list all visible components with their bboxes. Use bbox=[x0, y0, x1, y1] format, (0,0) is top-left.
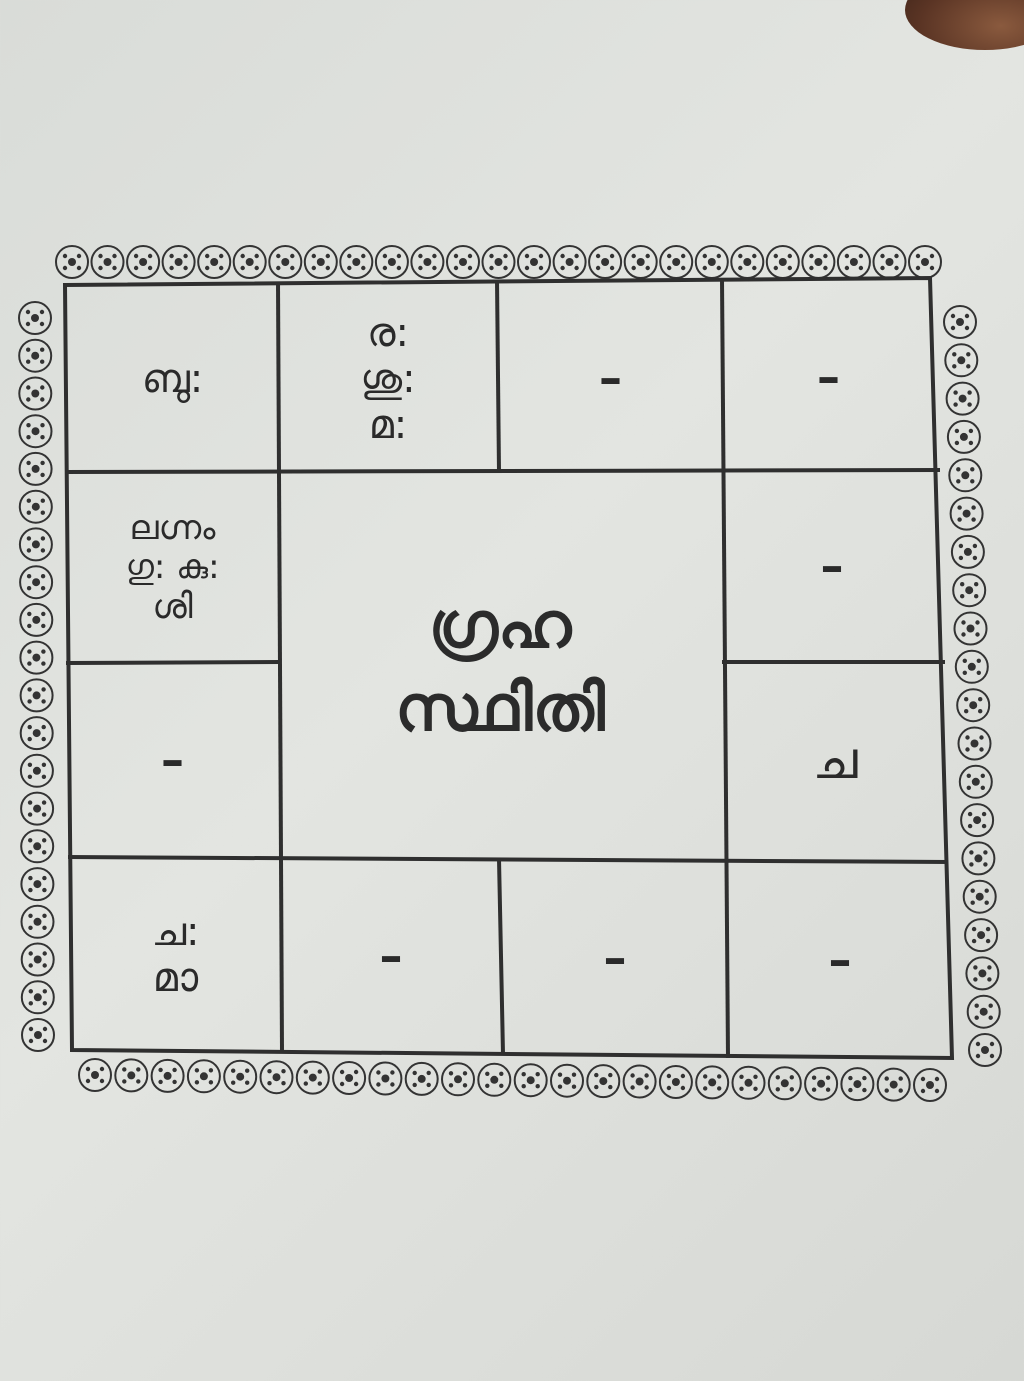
empty-dash: – bbox=[161, 732, 184, 787]
ornament-motif bbox=[152, 1060, 184, 1092]
ornament-motif bbox=[56, 246, 88, 278]
ornament-motif bbox=[515, 1064, 547, 1096]
ornament-motif bbox=[961, 804, 993, 836]
ornament-motif bbox=[483, 246, 515, 278]
ornament-motif bbox=[20, 566, 52, 598]
ornament-motif bbox=[624, 1066, 656, 1098]
ornament-motif bbox=[188, 1060, 220, 1092]
ornament-motif bbox=[19, 340, 51, 372]
ornament-motif bbox=[234, 246, 266, 278]
ornament-motif bbox=[518, 246, 550, 278]
ornament-motif bbox=[947, 383, 979, 415]
ornament-motif bbox=[949, 459, 981, 491]
ornament-motif bbox=[21, 717, 53, 749]
planet-label: ബു: bbox=[141, 356, 204, 402]
ornament-motif bbox=[589, 246, 621, 278]
ornament-motif bbox=[442, 1063, 474, 1095]
ornament-motif bbox=[333, 1062, 365, 1094]
ornament-motif bbox=[969, 1034, 1001, 1066]
ornament-motif bbox=[369, 1063, 401, 1095]
ornament-motif bbox=[660, 1066, 692, 1098]
ornament-motif bbox=[21, 679, 53, 711]
ornament-motif bbox=[340, 246, 372, 278]
ornament-motif bbox=[22, 981, 54, 1013]
ornament-motif bbox=[127, 246, 159, 278]
ornament-motif bbox=[21, 793, 53, 825]
ornament-motif bbox=[261, 1061, 293, 1093]
ornament-motif bbox=[198, 246, 230, 278]
ornament-motif bbox=[696, 1066, 728, 1098]
planet-label: ശി bbox=[152, 586, 193, 627]
ornament-motif bbox=[22, 1019, 54, 1051]
ornament-border-left bbox=[19, 302, 54, 1051]
ornament-motif bbox=[767, 246, 799, 278]
ornament-motif bbox=[92, 246, 124, 278]
ornament-motif bbox=[952, 536, 984, 568]
planet-label: ലഗ്നം bbox=[129, 508, 216, 549]
ornament-motif bbox=[731, 246, 763, 278]
ornament-motif bbox=[841, 1068, 873, 1100]
planet-label: ഗു: കു: bbox=[125, 547, 220, 588]
ornament-motif bbox=[660, 246, 692, 278]
ornament-motif bbox=[733, 1067, 765, 1099]
ornament-motif bbox=[587, 1065, 619, 1097]
planet-label: മാ bbox=[152, 955, 199, 1001]
ornament-motif bbox=[964, 881, 996, 913]
cell-top-3 bbox=[502, 288, 719, 468]
empty-dash: – bbox=[379, 928, 403, 983]
cell-bottom-2 bbox=[286, 863, 496, 1049]
ornament-motif bbox=[478, 1064, 510, 1096]
ornament-motif bbox=[945, 344, 977, 376]
ornament-motif bbox=[696, 246, 728, 278]
cell-left-upper bbox=[70, 476, 275, 660]
cell-bottom-3 bbox=[506, 864, 724, 1052]
ornament-motif bbox=[914, 1069, 946, 1101]
ornament-motif bbox=[20, 453, 52, 485]
empty-dash: – bbox=[603, 930, 627, 985]
empty-dash: – bbox=[599, 350, 622, 405]
planet-label: ച: bbox=[151, 909, 200, 955]
ornament-motif bbox=[22, 906, 54, 938]
empty-dash: – bbox=[820, 539, 844, 594]
ornament-motif bbox=[406, 1063, 438, 1095]
ornament-motif bbox=[956, 651, 988, 683]
ornament-motif bbox=[19, 302, 51, 334]
ornament-motif bbox=[960, 766, 992, 798]
ornament-motif bbox=[625, 246, 657, 278]
ornament-motif bbox=[965, 919, 997, 951]
ornament-motif bbox=[805, 1068, 837, 1100]
ornament-motif bbox=[376, 246, 408, 278]
ornament-motif bbox=[269, 246, 301, 278]
ornament-motif bbox=[554, 246, 586, 278]
ornament-motif bbox=[957, 689, 989, 721]
empty-dash: – bbox=[817, 349, 840, 404]
ornament-motif bbox=[953, 574, 985, 606]
ornament-motif bbox=[79, 1059, 111, 1091]
ornament-motif bbox=[962, 842, 994, 874]
cell-left-lower bbox=[70, 667, 275, 853]
ornament-motif bbox=[224, 1061, 256, 1093]
ornament-motif bbox=[21, 755, 53, 787]
ornament-motif bbox=[411, 246, 443, 278]
ornament-motif bbox=[305, 246, 337, 278]
ornament-motif bbox=[955, 613, 987, 645]
page-title bbox=[280, 478, 720, 858]
ornament-motif bbox=[20, 642, 52, 674]
ornament-motif bbox=[959, 728, 991, 760]
ornament-motif bbox=[19, 378, 51, 410]
cell-right-upper bbox=[727, 474, 937, 659]
cell-right-lower bbox=[730, 666, 940, 858]
ornament-motif bbox=[20, 491, 52, 523]
ornament-motif bbox=[22, 944, 54, 976]
ornament-border-right bbox=[944, 306, 1001, 1066]
ornament-motif bbox=[968, 996, 1000, 1028]
ornament-border-top bbox=[56, 246, 941, 278]
ornament-motif bbox=[163, 246, 195, 278]
ornament-motif bbox=[874, 246, 906, 278]
ornament-motif bbox=[769, 1067, 801, 1099]
planet-label: ശു: bbox=[360, 356, 416, 402]
ornament-motif bbox=[20, 415, 52, 447]
cell-top-2 bbox=[282, 290, 494, 468]
cell-top-1 bbox=[70, 290, 275, 468]
ornament-motif bbox=[21, 868, 53, 900]
ornament-motif bbox=[966, 957, 998, 989]
planet-label: ച bbox=[812, 731, 858, 792]
planet-label: മ: bbox=[368, 402, 408, 448]
ornament-motif bbox=[951, 498, 983, 530]
ornament-motif bbox=[802, 246, 834, 278]
empty-dash: – bbox=[828, 932, 852, 987]
ornament-motif bbox=[838, 246, 870, 278]
cell-top-4 bbox=[726, 286, 931, 468]
ornament-motif bbox=[297, 1062, 329, 1094]
cell-bottom-1 bbox=[74, 862, 277, 1048]
ornament-motif bbox=[944, 306, 976, 338]
ornament-motif bbox=[447, 246, 479, 278]
ornament-motif bbox=[20, 528, 52, 560]
title-line-1: ഗ്രഹ bbox=[428, 588, 572, 663]
cell-bottom-4 bbox=[732, 866, 948, 1054]
planet-label: ര: bbox=[366, 310, 410, 356]
title-line-2: സ്ഥിതി bbox=[395, 672, 605, 746]
ornament-motif bbox=[115, 1059, 147, 1091]
ornament-motif bbox=[909, 246, 941, 278]
ornament-motif bbox=[21, 830, 53, 862]
ornament-motif bbox=[551, 1065, 583, 1097]
ornament-motif bbox=[948, 421, 980, 453]
ornament-border-bottom bbox=[79, 1059, 946, 1101]
ornament-motif bbox=[878, 1069, 910, 1101]
ornament-motif bbox=[20, 604, 52, 636]
